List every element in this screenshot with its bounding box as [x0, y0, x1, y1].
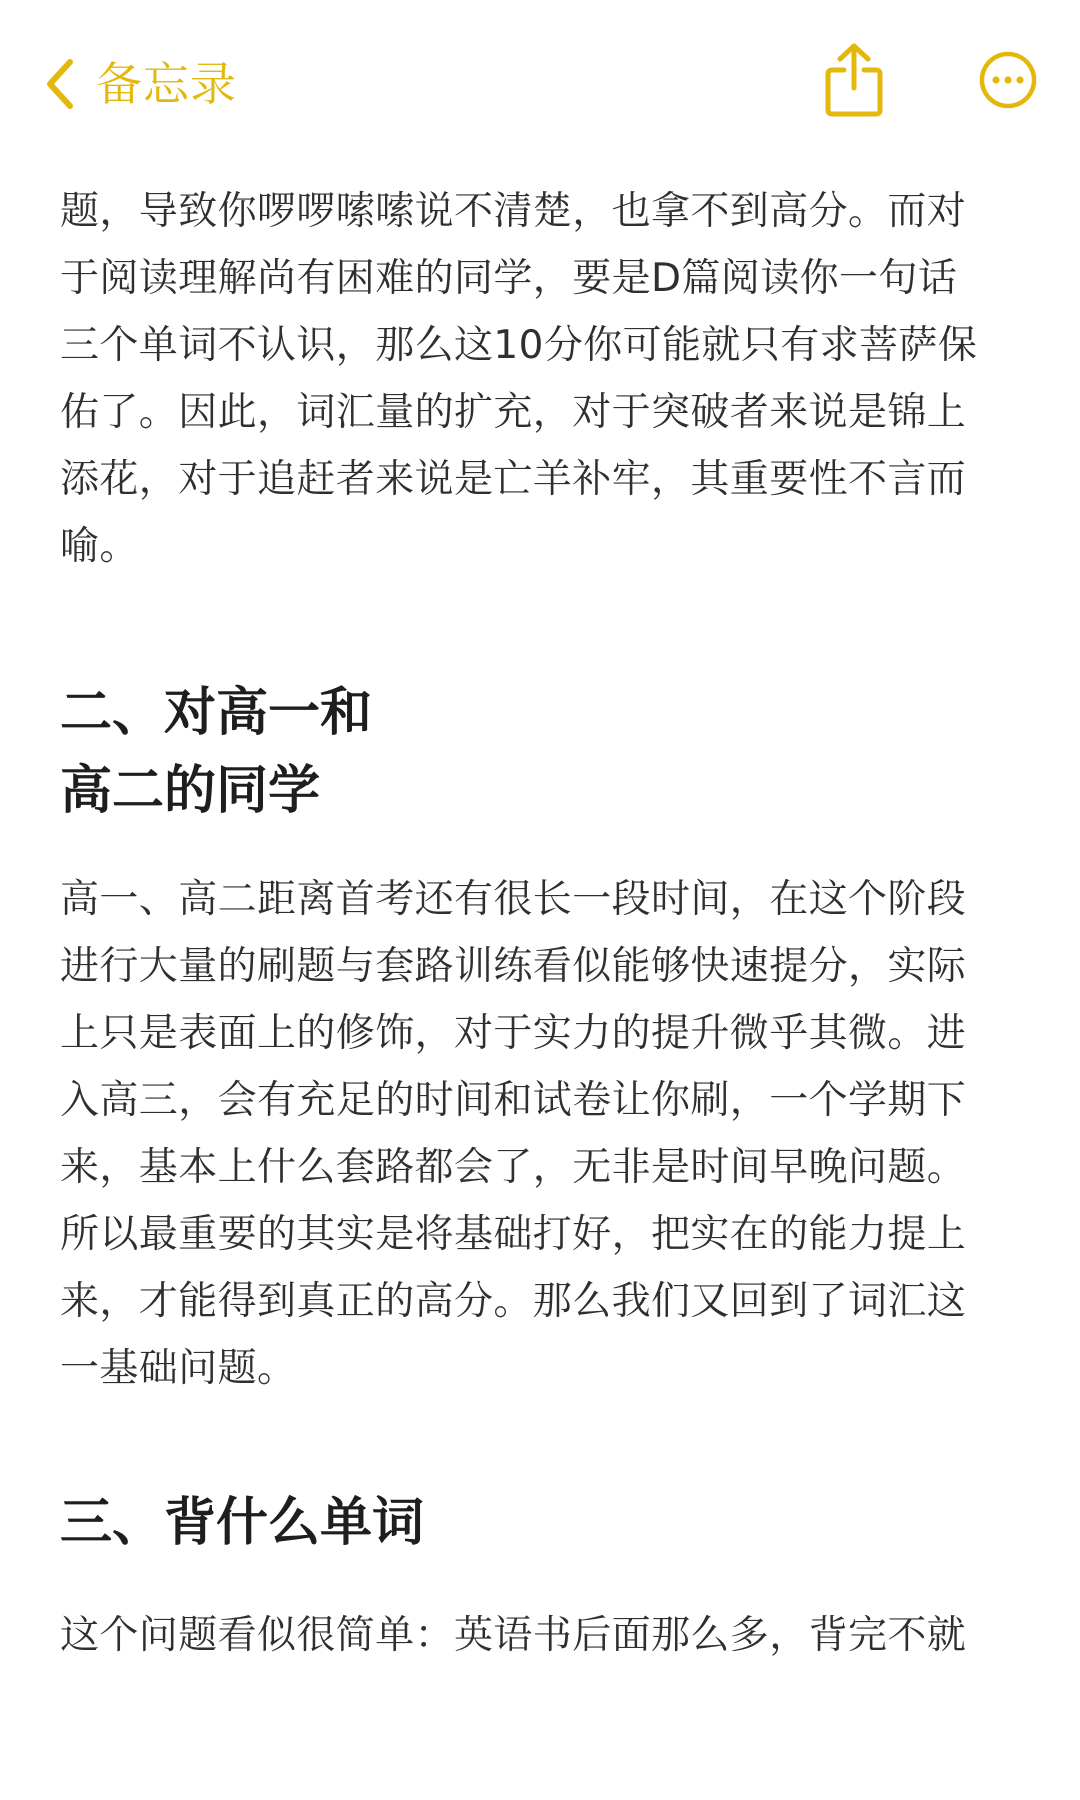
back-button[interactable] — [42, 52, 237, 116]
chevron-left-icon — [42, 56, 78, 112]
note-paragraph: 高一、高二距离首考还有很长一段时间，在这个阶段 进行大量的刷题与套路训练看似能够快速提分，实际 上只是表面上的修饰，对于实力的提升微乎其微。进 入高三，会有充足的时间和试卷让你刷，一个学期下 来，基本上什么套路都会了，无非是时间早晚问题。 所以最重要的其实是将基础打好，把实在的能力提上 来，才能得到真正的高分。那么我们又回到了词汇这 一基础问题。 — [60, 877, 967, 1391]
note-paragraph: 这个问题看似很简单：英语书后面那么多，背完不就 — [60, 1613, 967, 1658]
note-body[interactable] — [60, 178, 1026, 1669]
navigation-bar — [0, 0, 1080, 160]
note-paragraph: 题，导致你啰啰嗦嗦说不清楚，也拿不到高分。而对 于阅读理解尚有困难的同学，要是D篇阅读你一句话 三个单词不认识，那么这10分你可能就只有求菩萨保 佑了。因此，词汇量的扩充，对于突破者来说是锦上 添花，对于追赶者来说是亡羊补牢，其重要性不言而 喻。 — [60, 189, 978, 569]
back-label: 备忘录 — [96, 57, 237, 111]
section-heading: 三、背什么单词 — [60, 1493, 425, 1553]
share-icon[interactable] — [822, 40, 886, 120]
section-heading: 二、对高一和 高二的同学 — [60, 683, 373, 821]
more-icon[interactable] — [978, 50, 1038, 110]
